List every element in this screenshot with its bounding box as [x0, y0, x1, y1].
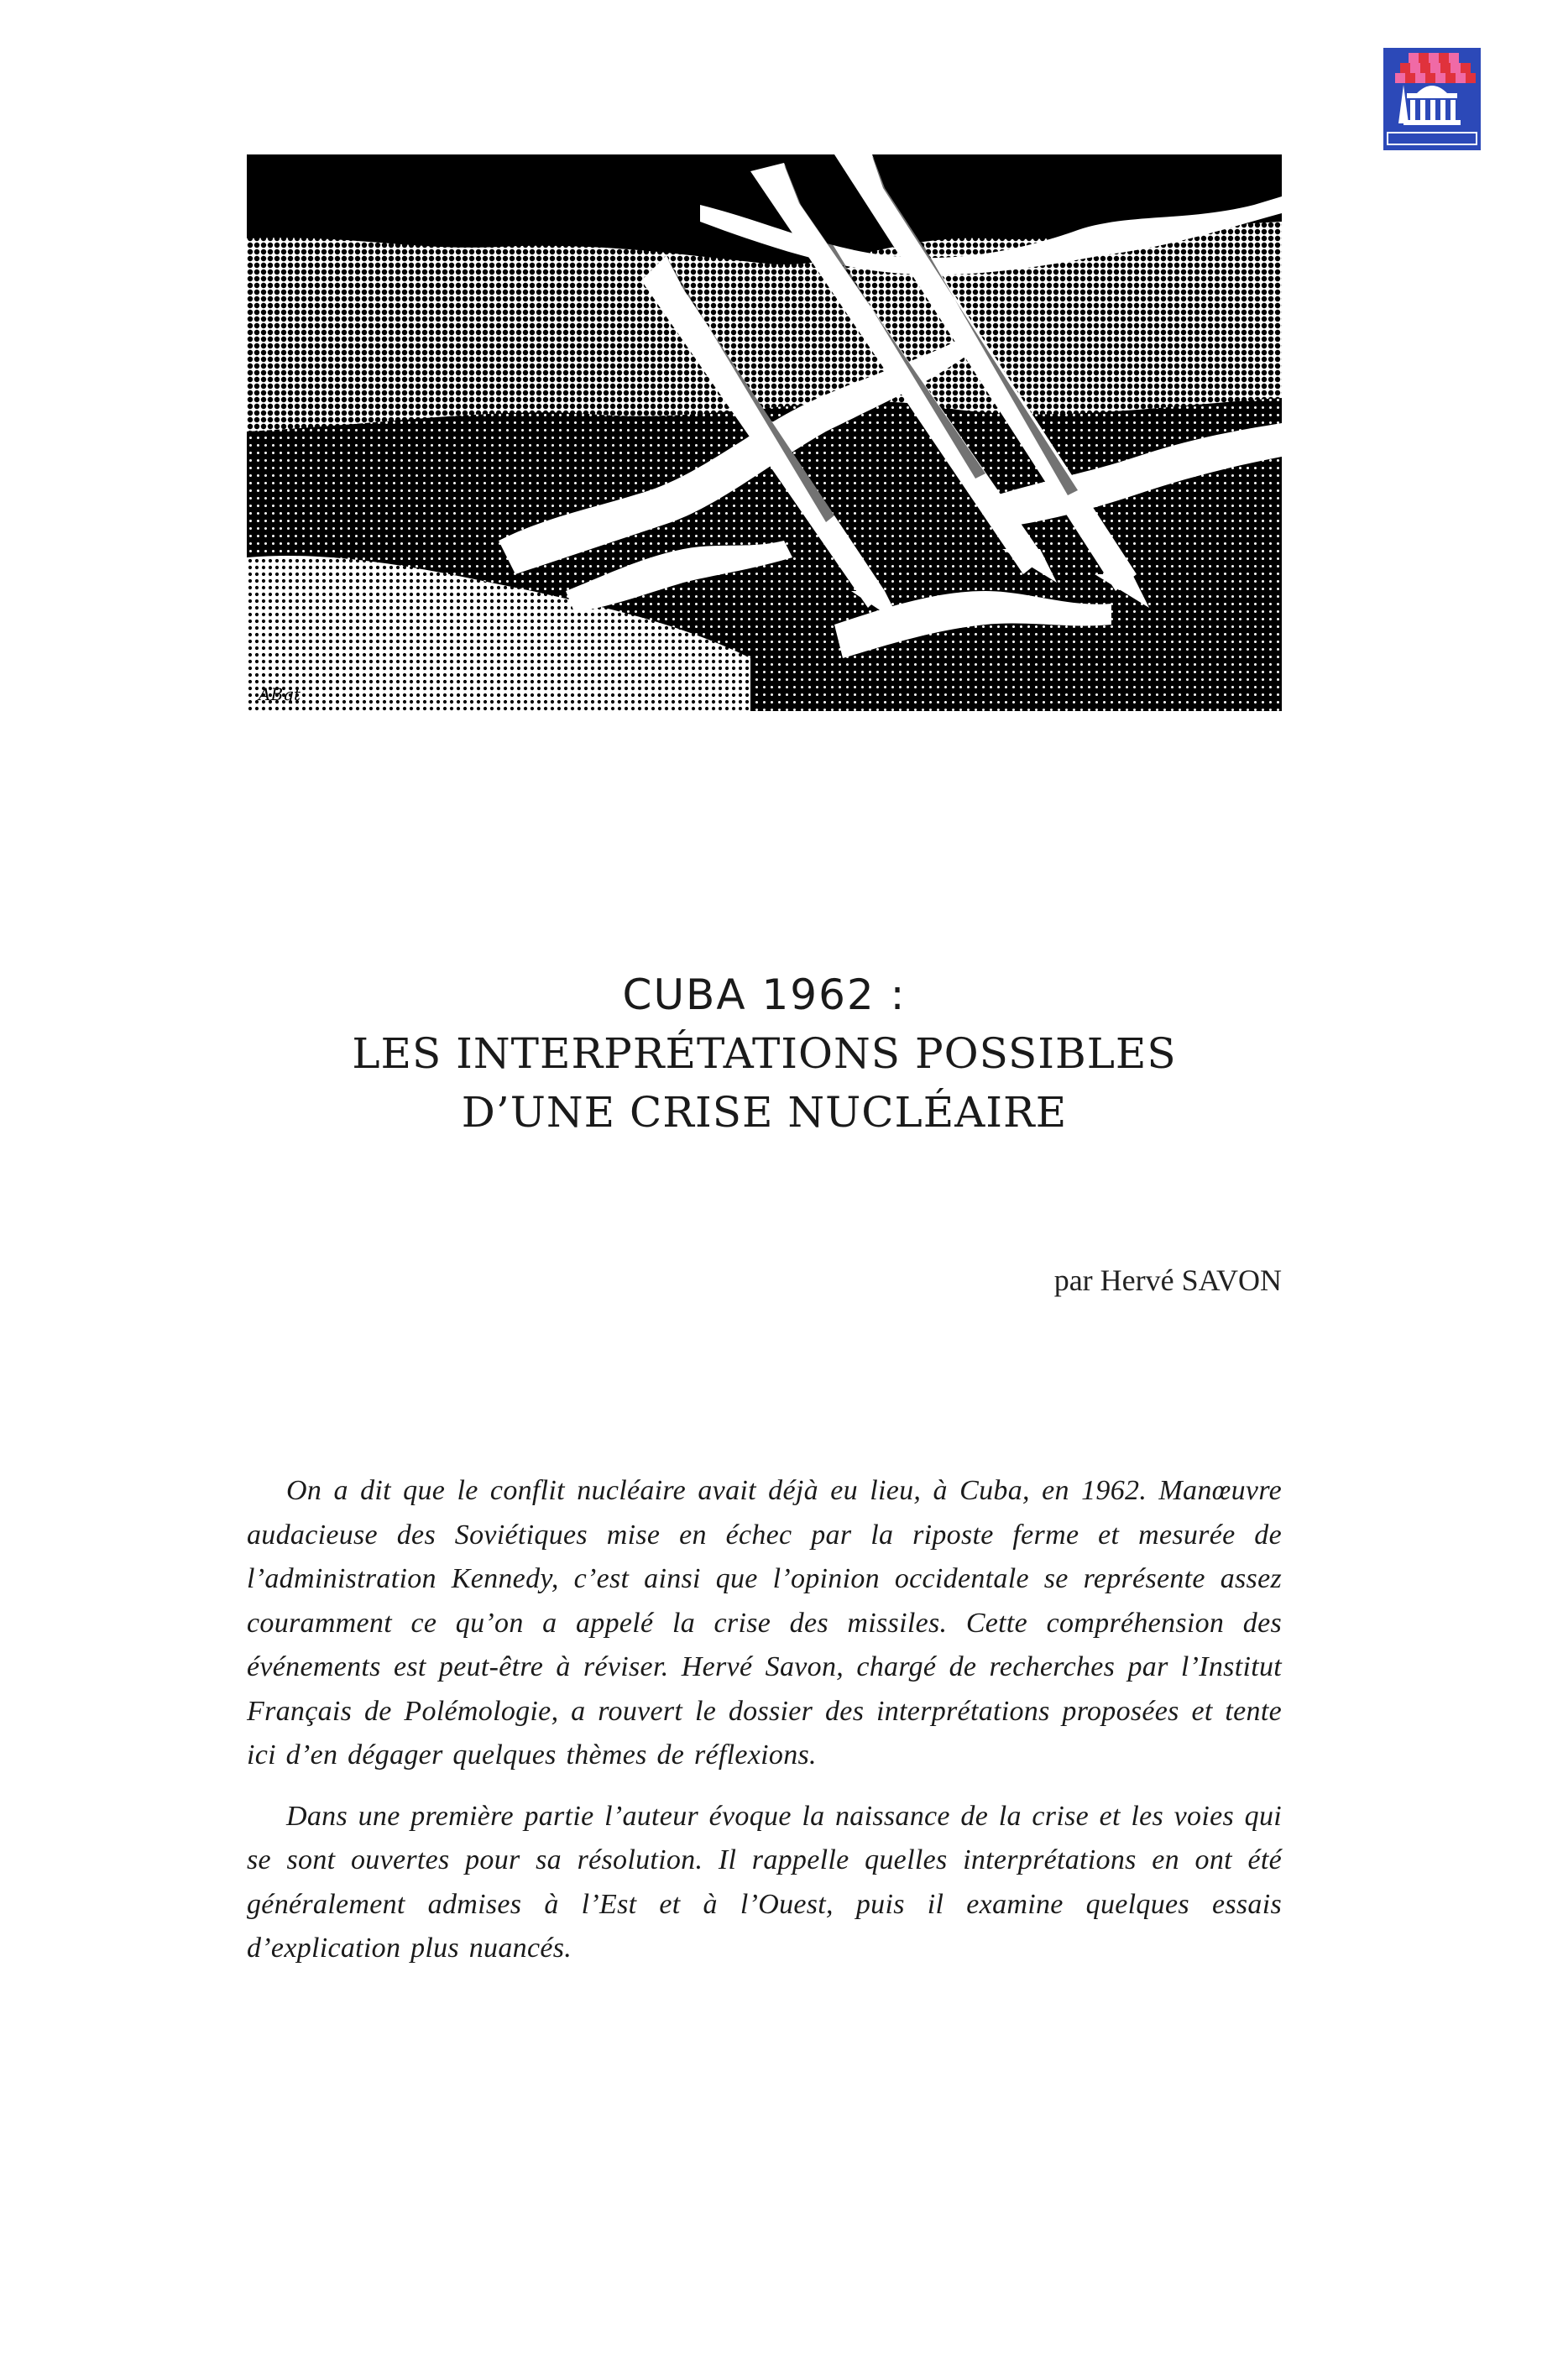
article-abstract	[247, 1469, 1282, 1988]
abstract-paragraph-2: Dans une première partie l’auteur évoque la naissance de la crise et les voies qui se sont ouvertes pour sa résolution. Il rappelle quelles interprétations en ont été généralement admises à l’Est et à l’Ouest, puis il examine quelques essais d’explication plus nuancés.	[247, 1800, 1282, 1964]
title-line-3: D’UNE CRISE NUCLÉAIRE	[461, 1088, 1068, 1137]
cover-illustration	[247, 154, 1282, 711]
article-title	[247, 965, 1282, 1142]
missiles-over-map-halftone-illustration	[247, 154, 1282, 711]
publisher-logo	[1383, 48, 1481, 150]
title-line-2: LES INTERPRÉTATIONS POSSIBLES	[352, 1029, 1177, 1078]
title-line-1: CUBA 1962 :	[622, 970, 907, 1019]
abstract-paragraph-1: On a dit que le conflit nucléaire avait déjà eu lieu, à Cuba, en 1962. Manœuvre audacieuse des Soviétiques mise en échec par la riposte ferme et mesurée de l’administration Kennedy, c’est ainsi que l’opinion occidentale se représente assez couramment ce qu’on a appelé la crise des missiles. Cette compréhension des événements est peut-être à réviser. Hervé Savon, chargé de recherches par l’Institut Français de Polémologie, a rouvert le dossier des interprétations proposées et tente ici d’en dégager quelques thèmes de réflexions.	[247, 1475, 1282, 1771]
svg-text:ABqt: ABqt	[259, 684, 301, 704]
publisher-building-logo-icon	[1383, 48, 1481, 150]
author-byline: par Hervé SAVON	[1053, 1263, 1282, 1297]
